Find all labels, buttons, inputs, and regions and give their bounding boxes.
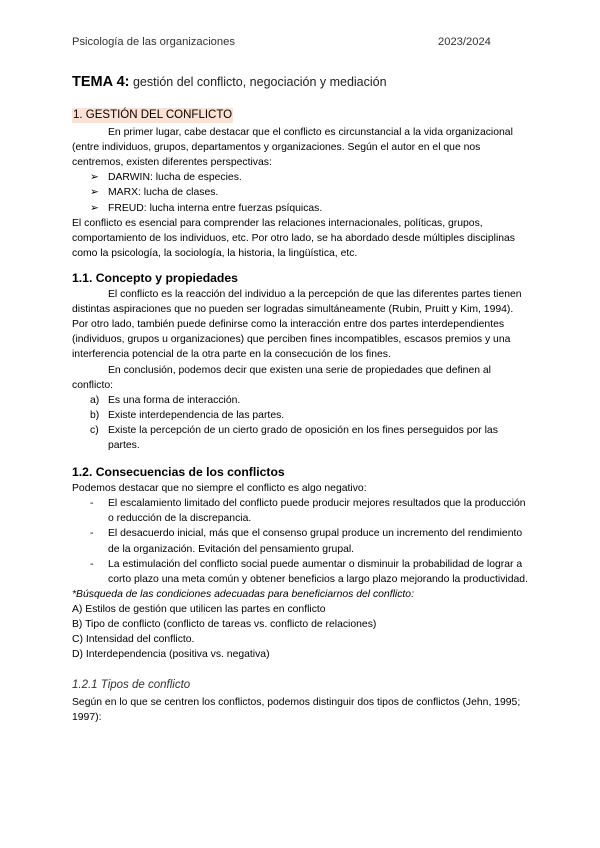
- document-body: [72, 108, 528, 726]
- header-course-title: Psicología de las organizaciones: [72, 36, 235, 48]
- list-item: [72, 393, 528, 408]
- property-text: Es una forma de interacción.: [108, 394, 241, 406]
- conditions-note: *Búsqueda de las condiciones adecuadas para beneficiarnos del conflicto:: [72, 588, 414, 600]
- properties-list: [72, 393, 528, 453]
- condition-a: A) Estilos de gestión que utilicen las partes en conflicto: [72, 603, 326, 615]
- section1-paragraph-1: En primer lugar, cabe destacar que el conflicto es circunstancial a la vida organizacional (entre individuos, grupos, departamentos y organizaciones. Según el autor en el que nos centremos, existen diferentes perspectivas:: [72, 127, 513, 169]
- header-academic-year: 2023/2024: [438, 36, 491, 48]
- author-perspective: : lucha de clases.: [138, 187, 219, 199]
- author-perspectives-list: [72, 170, 528, 215]
- dash-marker: -: [90, 558, 94, 570]
- condition-d: D) Interdependencia (positiva vs. negativa): [72, 649, 270, 661]
- consequences-list: [72, 496, 528, 587]
- section-heading-1-1: 1.1. Concepto y propiedades: [72, 270, 238, 285]
- list-item: [72, 423, 528, 453]
- list-item: [72, 170, 528, 185]
- list-item: [72, 526, 528, 556]
- condition-c: C) Intensidad del conflicto.: [72, 634, 195, 646]
- arrow-bullet-icon: ➢: [90, 187, 99, 199]
- list-marker: c): [90, 424, 99, 436]
- list-item: [72, 201, 528, 216]
- author-perspective: : lucha interna entre fuerzas psíquicas.: [143, 202, 323, 214]
- author-perspective: : lucha de especies.: [149, 172, 242, 184]
- author-name: DARWIN: [108, 172, 150, 184]
- list-marker: b): [90, 409, 100, 421]
- section11-paragraph-2: En conclusión, podemos decir que existen una serie de propiedades que definen al conflicto:: [72, 364, 491, 391]
- section-heading-1-2: 1.2. Consecuencias de los conflictos: [72, 465, 285, 480]
- consequence-text: El desacuerdo inicial, más que el consenso grupal produce un incremento del rendimiento de la organización. Evitación del pensamiento grupal.: [108, 528, 523, 555]
- dash-marker: -: [90, 528, 94, 540]
- consequence-text: La estimulación del conflicto social puede aumentar o disminuir la probabilidad de lograr a corto plazo una meta común y obtener beneficios a largo plazo mejorando la productividad.: [108, 558, 528, 585]
- consequence-text: El escalamiento limitado del conflicto puede producir mejores resultados que la producción o reducción de la discrepancia.: [108, 498, 526, 525]
- section-heading-1: 1. GESTIÓN DEL CONFLICTO: [72, 108, 233, 123]
- property-text: Existe la percepción de un cierto grado de oposición en los fines perseguidos por las partes.: [108, 424, 498, 451]
- list-item: [72, 557, 528, 587]
- condition-b: B) Tipo de conflicto (conflicto de tareas vs. conflicto de relaciones): [72, 619, 377, 630]
- list-item: [72, 185, 528, 200]
- title-subtitle: gestión del conflicto, negociación y mediación: [129, 75, 387, 89]
- dash-marker: -: [90, 498, 94, 510]
- section-heading-1-2-1: 1.2.1 Tipos de conflicto: [72, 679, 191, 692]
- author-name: FREUD: [108, 202, 144, 214]
- arrow-bullet-icon: ➢: [90, 202, 99, 214]
- section121-paragraph: Según en lo que se centren los conflictos, podemos distinguir dos tipos de conflictos (Jehn, 1995; 1997):: [72, 697, 521, 724]
- author-name: MARX: [108, 187, 139, 199]
- section12-intro: Podemos destacar que no siempre el conflicto es algo negativo:: [72, 483, 367, 495]
- page-title: [72, 74, 387, 90]
- list-item: [72, 496, 528, 526]
- property-text: Existe interdependencia de las partes.: [108, 409, 285, 421]
- section11-paragraph-1: El conflicto es la reacción del individuo a la percepción de que las diferentes partes tienen distintas aspiraciones que no pueden ser logradas simultáneamente (Rubin, Pruitt y Kim, 1994). Por otro lado, también puede definirse como la interacción entre dos partes interdependientes (individuos, grupos u organizaciones) que perciben fines incompatibles, escasos premios y una interferencia potencial de la otra parte en la consecución de los fines.: [72, 289, 522, 361]
- title-bold: TEMA 4:: [72, 74, 130, 90]
- section1-paragraph-2: El conflicto es esencial para comprender las relaciones internacionales, políticas, grupos, comportamiento de los individuos, etc. Por otro lado, se ha abordado desde múltiples disciplinas como la psicología, la sociología, la historia, la lingüística, etc.: [72, 217, 516, 259]
- list-marker: a): [90, 394, 100, 406]
- list-item: [72, 408, 528, 423]
- arrow-bullet-icon: ➢: [90, 172, 99, 184]
